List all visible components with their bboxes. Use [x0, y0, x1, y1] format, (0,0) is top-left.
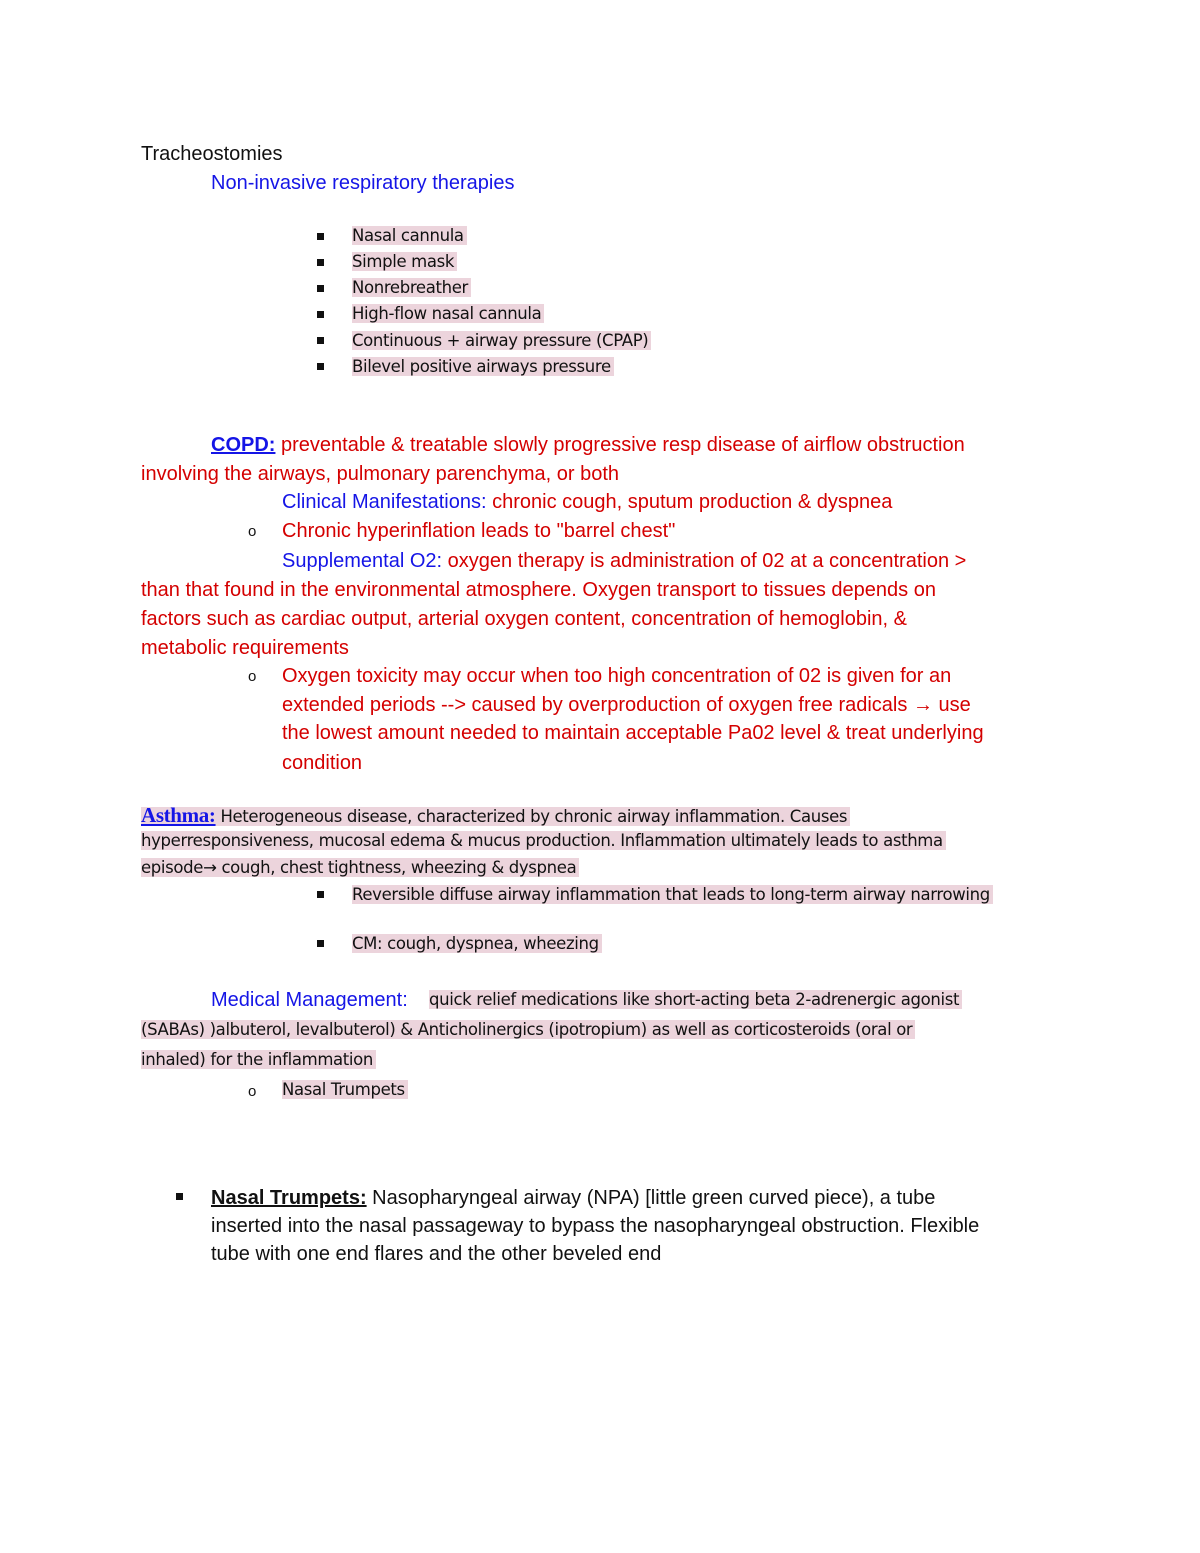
oxygen-toxicity: the lowest amount needed to maintain acceptable Pa02 level & treat underlying — [282, 722, 984, 744]
copd-line: involving the airways, pulmonary parenchyma, or both — [141, 463, 620, 485]
tox-text: extended periods --> caused by overproduction of oxygen free radicals — [282, 694, 908, 716]
asthma-line: hyperresponsiveness, mucosal edema & mucus production. Inflammation ultimately leads to asthma — [141, 831, 946, 850]
list-item: Continuous + airway pressure (CPAP) — [352, 331, 651, 350]
list-item: High-flow nasal cannula — [352, 304, 544, 323]
list-item: Nasal cannula — [352, 226, 467, 245]
medical-label: Medical Management: — [211, 989, 408, 1011]
oxygen-toxicity: condition — [282, 752, 363, 774]
list-item: Reversible diffuse airway inflammation that leads to long-term airway narrowing — [352, 885, 993, 904]
o2-line: factors such as cardiac output, arterial oxygen content, concentration of hemoglobin, & — [141, 608, 907, 630]
trumpets-label: Nasal Trumpets: — [211, 1187, 367, 1209]
o2-line: metabolic requirements — [141, 637, 349, 659]
list-item: Bilevel positive airways pressure — [352, 357, 614, 376]
tox-use: use — [938, 694, 971, 716]
trumpets-line: inserted into the nasal passageway to bypass the nasopharyngeal obstruction. Flexible — [211, 1215, 980, 1237]
bullet-square-icon — [317, 337, 324, 344]
circle-bullet-icon: o — [248, 668, 257, 685]
nasal-trumpets — [211, 1186, 935, 1210]
list-item: Simple mask — [352, 252, 457, 271]
supplemental-o2 — [282, 549, 966, 573]
bullet-square-icon — [317, 233, 324, 240]
cm-text: chronic cough, sputum production & dyspnea — [492, 491, 893, 513]
medical-management — [211, 988, 408, 1012]
asthma-paragraph — [141, 804, 850, 828]
noninvasive-heading: Non-invasive respiratory therapies — [211, 172, 515, 194]
o2-line: than that found in the environmental atmosphere. Oxygen transport to tissues depends on — [141, 579, 936, 601]
list-item: Nonrebreather — [352, 278, 471, 297]
asthma-label: Asthma: — [141, 803, 216, 827]
copd-line: preventable & treatable slowly progressive resp disease of airflow obstruction — [281, 434, 965, 456]
barrel-chest: Chronic hyperinflation leads to "barrel chest" — [282, 520, 676, 542]
arrow-right-icon: → — [912, 694, 933, 716]
medical-line: (SABAs) )albuterol, levalbuterol) & Anticholinergics (ipotropium) as well as corticosteroids (oral or — [141, 1020, 915, 1039]
list-item: Nasal Trumpets — [282, 1080, 408, 1099]
o2-text: oxygen therapy is administration of 02 at a concentration > — [447, 550, 967, 572]
circle-bullet-icon: o — [248, 523, 257, 540]
o2-label: Supplemental O2: — [282, 550, 443, 572]
bullet-square-icon — [176, 1193, 183, 1200]
bullet-square-icon — [317, 285, 324, 292]
copd-paragraph — [211, 433, 965, 457]
oxygen-toxicity — [282, 693, 971, 717]
oxygen-toxicity: Oxygen toxicity may occur when too high concentration of 02 is given for an — [282, 665, 952, 687]
bullet-square-icon — [317, 891, 324, 898]
bullet-square-icon — [317, 363, 324, 370]
trumpets-line: Nasopharyngeal airway (NPA) [little green curved piece), a tube — [372, 1187, 936, 1209]
clinical-manifestations — [282, 490, 892, 514]
asthma-line: Heterogeneous disease, characterized by chronic airway inflammation. Causes — [220, 807, 848, 826]
bullet-square-icon — [317, 311, 324, 318]
cm-label: Clinical Manifestations: — [282, 491, 487, 513]
copd-label: COPD: — [211, 434, 276, 456]
medical-line: quick relief medications like short-acting beta 2-adrenergic agonist — [429, 990, 962, 1009]
bullet-square-icon — [317, 259, 324, 266]
list-item: CM: cough, dyspnea, wheezing — [352, 934, 602, 953]
circle-bullet-icon: o — [248, 1083, 257, 1100]
medical-line: inhaled) for the inflammation — [141, 1050, 376, 1069]
page-title: Tracheostomies — [141, 143, 283, 165]
bullet-square-icon — [317, 940, 324, 947]
asthma-line: episode→ cough, chest tightness, wheezing & dyspnea — [141, 858, 579, 877]
trumpets-line: tube with one end flares and the other beveled end — [211, 1243, 662, 1265]
